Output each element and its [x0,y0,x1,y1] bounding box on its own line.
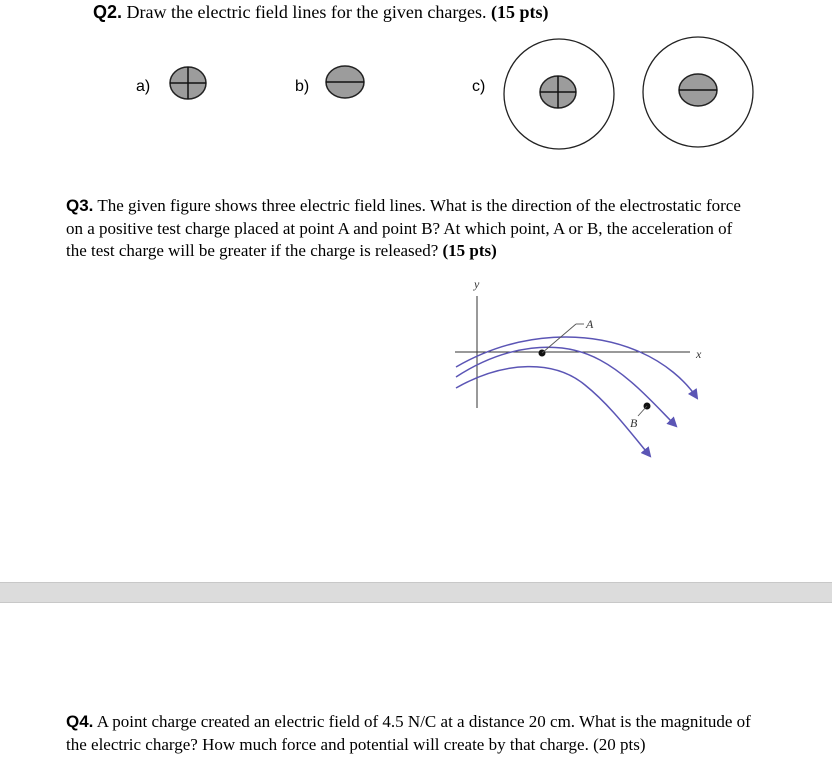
q2-part-c-label: c) [472,78,486,95]
q4-text: A point charge created an electric field of 4.5 N/C at a distance 20 cm. What is the magnitude of the electric charge? How much force and potential will create by that charge. (20 pts) [66,712,751,754]
page-2 [0,603,832,782]
field-line-top [456,337,697,398]
point-b-leader [638,406,647,416]
q4-paragraph [66,711,756,756]
q3-points: (15 pts) [442,241,497,260]
y-axis-label: y [474,277,480,291]
field-line-bottom [456,367,650,456]
q3-text: The given figure shows three electric field lines. What is the direction of the electrostatic force on a positive test charge placed at point A and point B? At which point, A or B, the acceleration of the test charge will be greater if the charge is released? [66,196,741,260]
point-b-label: B [630,416,638,430]
x-axis-label: x [696,347,702,361]
q2-number: Q2. [93,2,123,22]
page-separator [0,582,832,603]
q2-part-a-label: a) [136,78,151,95]
q2-text: Draw the electric field lines for the given charges. [122,2,492,22]
field-line-middle [456,347,676,426]
point-a-label: A [586,317,594,331]
q2-part-b-label: b) [295,78,310,95]
q2-points: (15 pts) [491,2,549,22]
q4-number: Q4. [66,712,94,731]
q3-number: Q3. [66,196,94,215]
